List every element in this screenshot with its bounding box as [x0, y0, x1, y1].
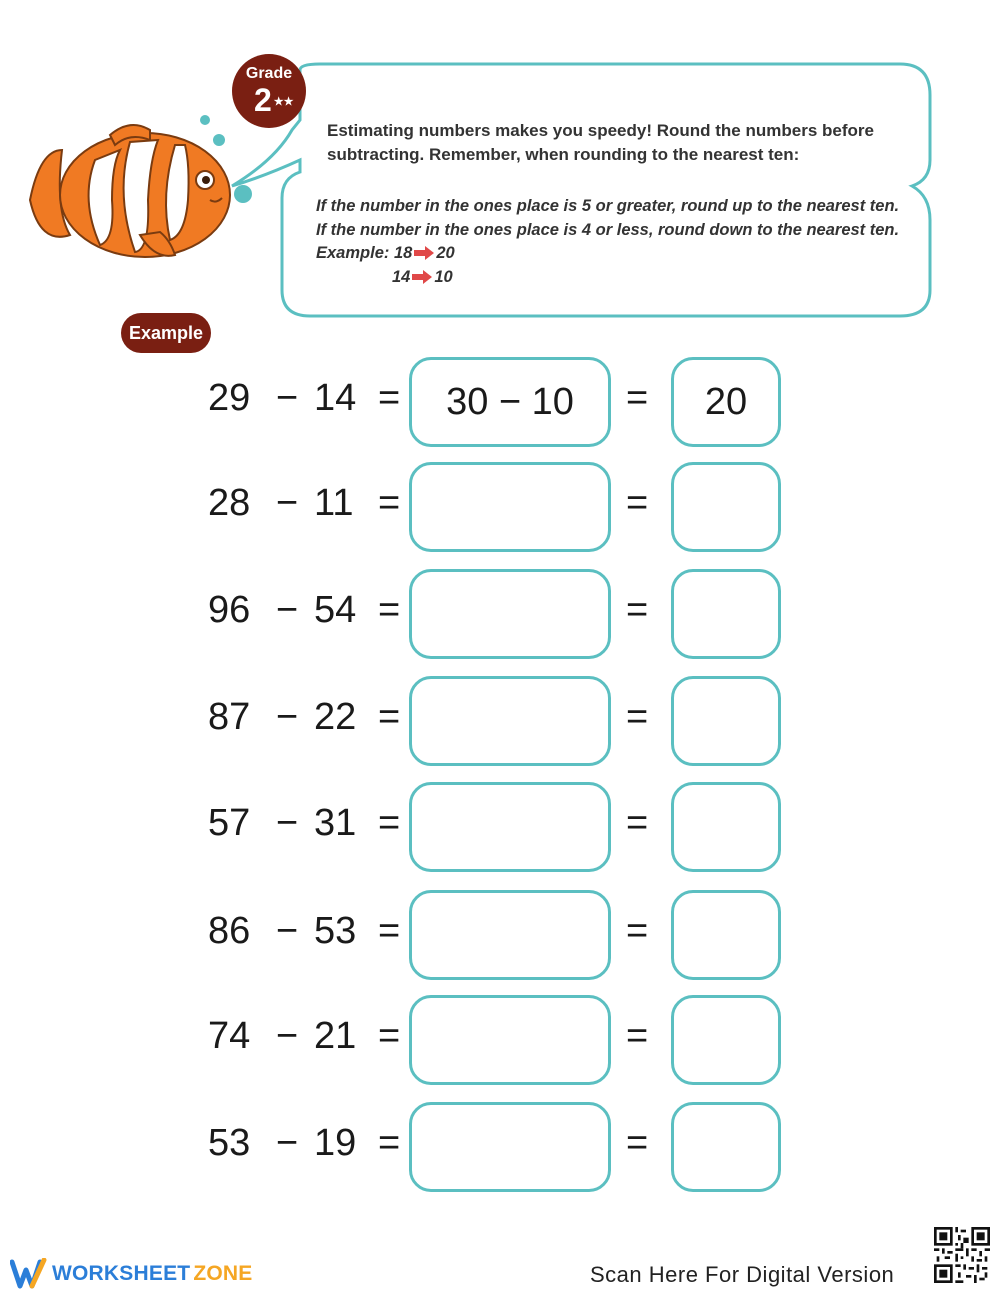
problem-row: [0, 782, 1000, 872]
speech-bubble: [0, 0, 1000, 340]
final-answer-box[interactable]: [671, 890, 781, 980]
final-answer-box[interactable]: 20: [671, 357, 781, 447]
bubble-dot: [200, 115, 210, 125]
grade-label: Grade: [245, 65, 293, 82]
equals-sign: =: [626, 377, 649, 419]
star-icon: ★★: [273, 96, 294, 108]
problem-expression: 57 − 31 =: [208, 802, 401, 844]
final-answer-box[interactable]: [671, 462, 781, 552]
rounded-answer-box[interactable]: [409, 995, 611, 1085]
scan-for-digital-text: Scan Here For Digital Version: [590, 1262, 895, 1287]
final-answer-box[interactable]: [671, 676, 781, 766]
rounded-answer-box[interactable]: [409, 782, 611, 872]
problem-expression: 86 − 53 =: [208, 910, 401, 952]
problem-row: [0, 569, 1000, 659]
rounding-rules: [316, 195, 926, 289]
rule-round-down: If the number in the ones place is 4 or less, round down to the nearest ten.: [316, 220, 900, 239]
rounded-answer-box[interactable]: [409, 890, 611, 980]
problem-row: [0, 890, 1000, 980]
problem-expression: 74 − 21 =: [208, 1015, 401, 1057]
grade-badge: [232, 54, 306, 128]
problem-expression: 96 − 54 =: [208, 589, 401, 631]
right-arrow-icon: [414, 246, 434, 260]
equals-sign: =: [626, 910, 649, 952]
qr-code-icon[interactable]: [934, 1227, 990, 1283]
example-tag: Example: [121, 313, 211, 353]
equals-sign: =: [626, 802, 649, 844]
rule-round-up: If the number in the ones place is 5 or greater, round up to the nearest ten.: [316, 197, 900, 215]
instructions-intro: Estimating numbers makes you speedy! Round the numbers before subtracting. Remember, when rounding to the nearest ten:: [327, 121, 874, 164]
equals-sign: =: [626, 482, 649, 524]
problem-row: [0, 995, 1000, 1085]
problem-row: [0, 676, 1000, 766]
bubble-dot: [213, 134, 225, 146]
problem-row: [0, 1102, 1000, 1192]
grade-number: 2 ★★: [254, 82, 294, 118]
rounded-answer-box[interactable]: [409, 1102, 611, 1192]
problem-expression: 87 − 22 =: [208, 696, 401, 738]
rule-example-1: Example: 18 20: [316, 244, 455, 262]
problem-row: [0, 357, 1000, 447]
equals-sign: =: [626, 1015, 649, 1057]
rounded-answer-box[interactable]: 30 − 10: [409, 357, 611, 447]
rule-example-2: 14 10: [392, 267, 453, 286]
rounded-answer-box[interactable]: [409, 676, 611, 766]
final-answer-box[interactable]: [671, 1102, 781, 1192]
clownfish-illustration: [30, 125, 230, 257]
equals-sign: =: [626, 696, 649, 738]
final-answer-box[interactable]: [671, 569, 781, 659]
rounded-answer-box[interactable]: [409, 569, 611, 659]
final-answer-box[interactable]: [671, 782, 781, 872]
final-answer-box[interactable]: [671, 995, 781, 1085]
bubble-dot: [234, 185, 252, 203]
problem-expression: 53 − 19 =: [208, 1122, 401, 1164]
problem-expression: 29 − 14 =: [208, 377, 401, 419]
problem-expression: 28 − 11 =: [208, 482, 401, 524]
equals-sign: =: [626, 1122, 649, 1164]
right-arrow-icon: [412, 270, 432, 284]
worksheet-zone-logo-icon: [10, 1258, 50, 1290]
equals-sign: =: [626, 589, 649, 631]
worksheet-zone-logo-text[interactable]: WORKSHEET ZONE: [52, 1262, 253, 1285]
problem-row: [0, 462, 1000, 552]
rounded-answer-box[interactable]: [409, 462, 611, 552]
